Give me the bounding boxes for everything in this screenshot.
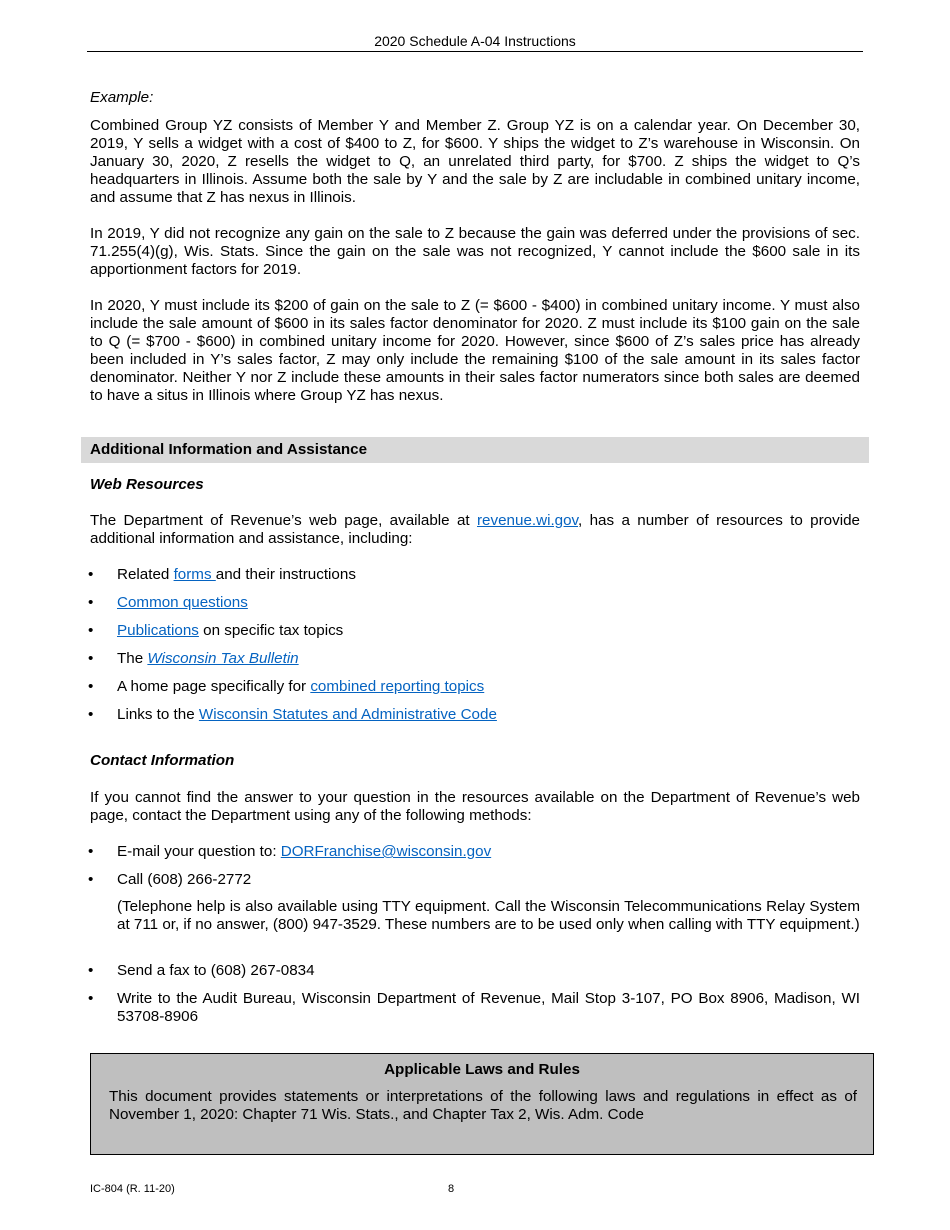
list-item-text	[117, 594, 860, 612]
forms-link[interactable]: forms	[173, 566, 216, 583]
web-intro-after: , has a number of resources to provide additional information and assistance, including:	[90, 512, 860, 547]
web-resources-heading: Web Resources	[90, 476, 204, 493]
combined-reporting-link[interactable]: combined reporting topics	[310, 678, 485, 695]
email-link[interactable]: DORFranchise@wisconsin.gov	[280, 843, 492, 860]
laws-text: This document provides statements or interpretations of the following laws and regulations in effect as of November 1, 2020: Chapter 71 Wis. Stats., and Chapter Tax 2, Wis. Adm. Code	[109, 1088, 857, 1123]
revenue-site-link[interactable]: revenue.wi.gov	[477, 512, 579, 529]
applicable-laws-box	[90, 1053, 874, 1155]
item-text: Links to the	[117, 706, 199, 723]
publications-link[interactable]: Publications	[117, 622, 199, 639]
list-item-text	[117, 706, 860, 724]
web-intro-before: The Department of Revenue’s web page, available at	[90, 512, 477, 529]
header-rule	[87, 51, 863, 52]
page-number: 8	[448, 1183, 455, 1195]
contact-intro: If you cannot find the answer to your question in the resources available on the Department of Revenue’s web page, contact the Department using any of the following methods:	[90, 789, 860, 824]
section-title: Additional Information and Assistance	[90, 441, 368, 458]
item-text: and their instructions	[215, 566, 356, 583]
item-text: E-mail your question to:	[117, 843, 281, 860]
bullet-icon: •	[88, 843, 94, 860]
page-header-title: 2020 Schedule A-04 Instructions	[374, 33, 576, 49]
web-resources-intro	[90, 512, 860, 548]
example-label: Example:	[90, 89, 154, 106]
example-paragraph-2: In 2019, Y did not recognize any gain on the sale to Z because the gain was deferred under the provisions of sec. 71.255(4)(g), Wis. Stats. Since the gain on the sale was not recognized, Y cannot include the $600 sale in its apportionment factors for 2019.	[90, 225, 860, 278]
tax-bulletin-link[interactable]: Wisconsin Tax Bulletin	[147, 650, 299, 667]
item-text: The	[117, 650, 148, 667]
statutes-link[interactable]: Wisconsin Statutes and Administrative Code	[198, 706, 497, 723]
tty-note: (Telephone help is also available using TTY equipment. Call the Wisconsin Telecommunications Relay System at 711 or, if no answer, (800) 947-3529. These numbers are to be used only when calling with TTY equipment.)	[117, 898, 860, 933]
bullet-icon: •	[88, 706, 94, 723]
bullet-icon: •	[88, 594, 94, 611]
bullet-icon: •	[88, 871, 94, 888]
form-id: IC-804 (R. 11-20)	[90, 1183, 175, 1195]
laws-title: Applicable Laws and Rules	[384, 1061, 580, 1078]
item-text: A home page specifically for	[117, 678, 311, 695]
item-text: on specific tax topics	[198, 622, 344, 639]
common-questions-link[interactable]: Common questions	[117, 594, 248, 611]
bullet-icon: •	[88, 566, 94, 583]
bullet-icon: •	[88, 622, 94, 639]
bullet-icon: •	[88, 650, 94, 667]
fax-text: Send a fax to (608) 267-0834	[117, 962, 315, 979]
contact-heading: Contact Information	[90, 752, 235, 769]
bullet-icon: •	[88, 990, 94, 1007]
list-item-text	[117, 843, 860, 861]
call-text: Call (608) 266-2772	[117, 871, 252, 888]
write-text: Write to the Audit Bureau, Wisconsin Department of Revenue, Mail Stop 3-107, PO Box 8906, Madison, WI 53708-8906	[117, 990, 860, 1025]
item-text: Related	[117, 566, 174, 583]
section-header-bar	[81, 437, 869, 463]
example-paragraph-3: In 2020, Y must include its $200 of gain on the sale to Z (= $600 - $400) in combined unitary income. Y must also include the sale amount of $600 in its sales factor denominator for 2020. Z must include its $100 gain on the sale to Q (= $700 - $600) in combined unitary income for 2020. However, since $600 of Z’s sales price has already been included in Y’s sales factor, Z may only include the remaining $100 of the sale amount in its sales factor denominator. Neither Y nor Z include these amounts in their sales factor numerators since both sales are deemed to have a situs in Illinois where Group YZ has nexus.	[90, 297, 860, 404]
list-item-text	[117, 622, 860, 640]
example-paragraph-1: Combined Group YZ consists of Member Y and Member Z. Group YZ is on a calendar year. On December 30, 2019, Y sells a widget with a cost of $400 to Z, for $600. Y ships the widget to Z’s warehouse in Wisconsin. On January 30, 2020, Z resells the widget to Q, an unrelated third party, for $700. Z ships the widget to Q’s headquarters in Illinois. Assume both the sale by Y and the sale by Z are includable in combined unitary income, and assume that Z has nexus in Illinois.	[90, 117, 860, 206]
bullet-icon: •	[88, 962, 94, 979]
list-item-text	[117, 650, 860, 668]
bullet-icon: •	[88, 678, 94, 695]
list-item-text	[117, 678, 860, 696]
list-item-text	[117, 566, 860, 584]
